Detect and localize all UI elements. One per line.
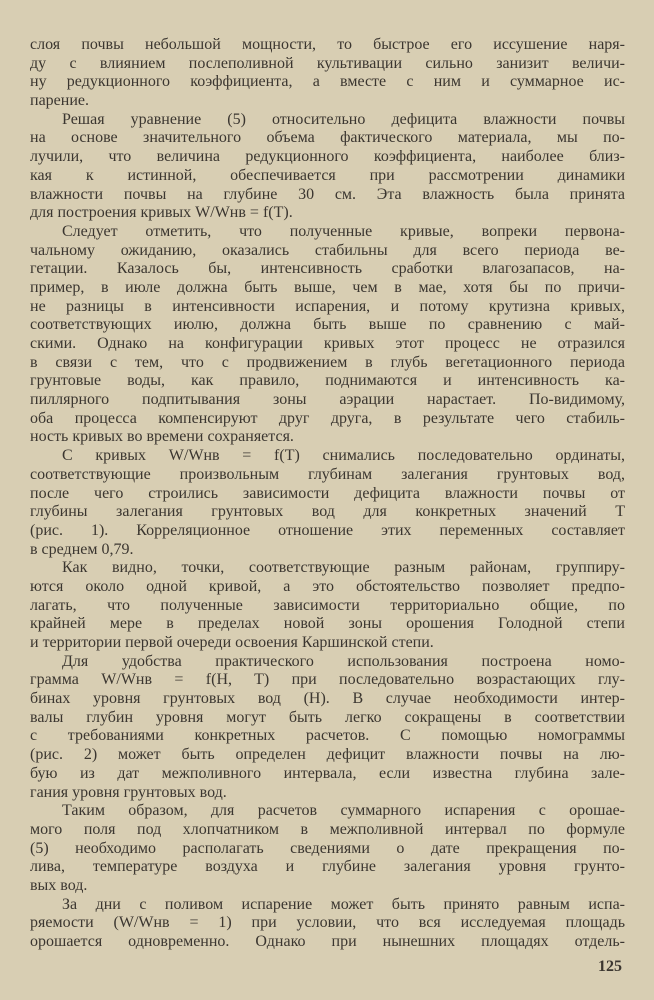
text-line: лива, температуре воздуха и глубине залегания уровня грунто- xyxy=(30,858,625,876)
paragraph xyxy=(30,111,625,223)
text-line: оба процесса компенсируют друг друга, в результате чего стабиль- xyxy=(30,409,625,427)
text-line: не разницы в интенсивности испарения, и потому крутизна кривых, xyxy=(30,297,625,315)
paragraph xyxy=(30,559,625,652)
text-line: ются около одной кривой, а это обстоятельство позволяет предпо- xyxy=(30,577,625,595)
text-line: парение. xyxy=(30,92,89,110)
text-line: лагать, что полученные зависимости территориально общие, по xyxy=(30,596,625,614)
text-line: мого поля под хлопчатником в межполивной интервал по формуле xyxy=(30,820,625,838)
text-line: соответствующих июлю, должна быть выше по сравнению с май- xyxy=(30,316,625,334)
text-line: в связи с тем, что с продвижением в глубь вегетационного периода xyxy=(30,353,625,371)
text-line: ность кривых во времени сохраняется. xyxy=(30,428,294,446)
text-line: слоя почвы небольшой мощности, то быстрое его иссушение наря- xyxy=(30,36,625,53)
text-line: валы глубин уровня могут быть легко сокращены в соответствии xyxy=(30,708,625,726)
text-line: С кривых W/Wнв = f(T) снимались последовательно ординаты, xyxy=(62,447,625,465)
paragraph xyxy=(30,36,625,111)
text-line: бинах уровня грунтовых вод (H). В случае необходимости интер- xyxy=(30,690,625,708)
text-line: ряемости (W/Wнв = 1) при условии, что вся исследуемая площадь xyxy=(30,914,625,932)
text-line: пример, в июле должна быть выше, чем в мае, хотя бы по причи- xyxy=(30,278,625,296)
paragraph xyxy=(30,447,625,559)
text-line: кая к истинной, обеспечивается при рассмотрении динамики xyxy=(30,166,625,184)
text-line: гания уровня грунтовых вод. xyxy=(30,783,227,801)
text-line: орошается одновременно. Однако при нынешних площадях отдель- xyxy=(30,933,625,950)
text-line: влажности почвы на глубине 30 см. Эта влажность была принята xyxy=(30,185,625,203)
paragraph xyxy=(30,896,625,952)
text-line: соответствующие произвольным глубинам залегания грунтовых вод, xyxy=(30,465,625,483)
page-body xyxy=(30,36,625,952)
text-line: бую из дат межполивного интервала, если известна глубина зале- xyxy=(30,764,625,782)
text-line: Для удобства практического использования построена номо- xyxy=(62,652,625,670)
text-line: скими. Однако на конфигурации кривых этот процесс не отразился xyxy=(30,335,625,352)
text-line: в среднем 0,79. xyxy=(30,540,134,558)
text-line: Следует отметить, что полученные кривые, вопреки первона- xyxy=(62,222,625,240)
text-line: (рис. 1). Корреляционное отношение этих переменных составляет xyxy=(30,521,625,539)
text-line: вых вод. xyxy=(30,876,88,894)
text-line: чальному ожиданию, оказались стабильны для всего периода ве- xyxy=(30,241,625,259)
text-line: Как видно, точки, соответствующие разным районам, группиру- xyxy=(62,559,625,577)
paragraph xyxy=(30,223,625,447)
text-line: ду с влиянием послеполивной культивации сильно занизит величи- xyxy=(30,54,625,72)
text-line: для построения кривых W/Wнв = f(T). xyxy=(30,204,293,222)
text-line: ну редукционного коэффициента, а вместе с ним и суммарное ис- xyxy=(30,73,625,91)
text-line: (5) необходимо располагать сведениями о дате прекращения по- xyxy=(30,839,625,857)
text-line: пиллярного подпитывания зоны аэрации нарастает. По-видимому, xyxy=(30,391,625,409)
text-line: после чего строились зависимости дефицита влажности почвы от xyxy=(30,484,625,502)
text-line: лучили, что величина редукционного коэффициента, наиболее близ- xyxy=(30,148,625,166)
text-line: крайней мере в пределах новой зоны орошения Голодной степи xyxy=(30,615,625,633)
text-line: грунтовые воды, как правило, поднимаются и интенсивность ка- xyxy=(30,372,625,390)
text-line: гетации. Казалось бы, интенсивность сработки влагозапасов, на- xyxy=(30,260,625,278)
text-line: на основе значительного объема фактического материала, мы по- xyxy=(30,129,625,147)
paragraph xyxy=(30,653,625,803)
text-line: с требованиями конкретных расчетов. С помощью номограммы xyxy=(30,727,625,745)
text-line: глубины залегания грунтовых вод для конкретных значений T xyxy=(30,503,625,521)
text-line: и территории первой очереди освоения Каршинской степи. xyxy=(30,634,434,651)
text-line: (рис. 2) может быть определен дефицит влажности почвы на лю- xyxy=(30,746,625,764)
text-line: Решая уравнение (5) относительно дефицита влажности почвы xyxy=(62,110,625,128)
page-number: 125 xyxy=(598,958,622,975)
text-line: Таким образом, для расчетов суммарного испарения с орошае- xyxy=(62,802,625,820)
paragraph xyxy=(30,802,625,895)
text-line: За дни с поливом испарение может быть принято равным испа- xyxy=(62,895,625,913)
text-line: грамма W/Wнв = f(H, T) при последовательно возрастающих глу- xyxy=(30,671,625,689)
